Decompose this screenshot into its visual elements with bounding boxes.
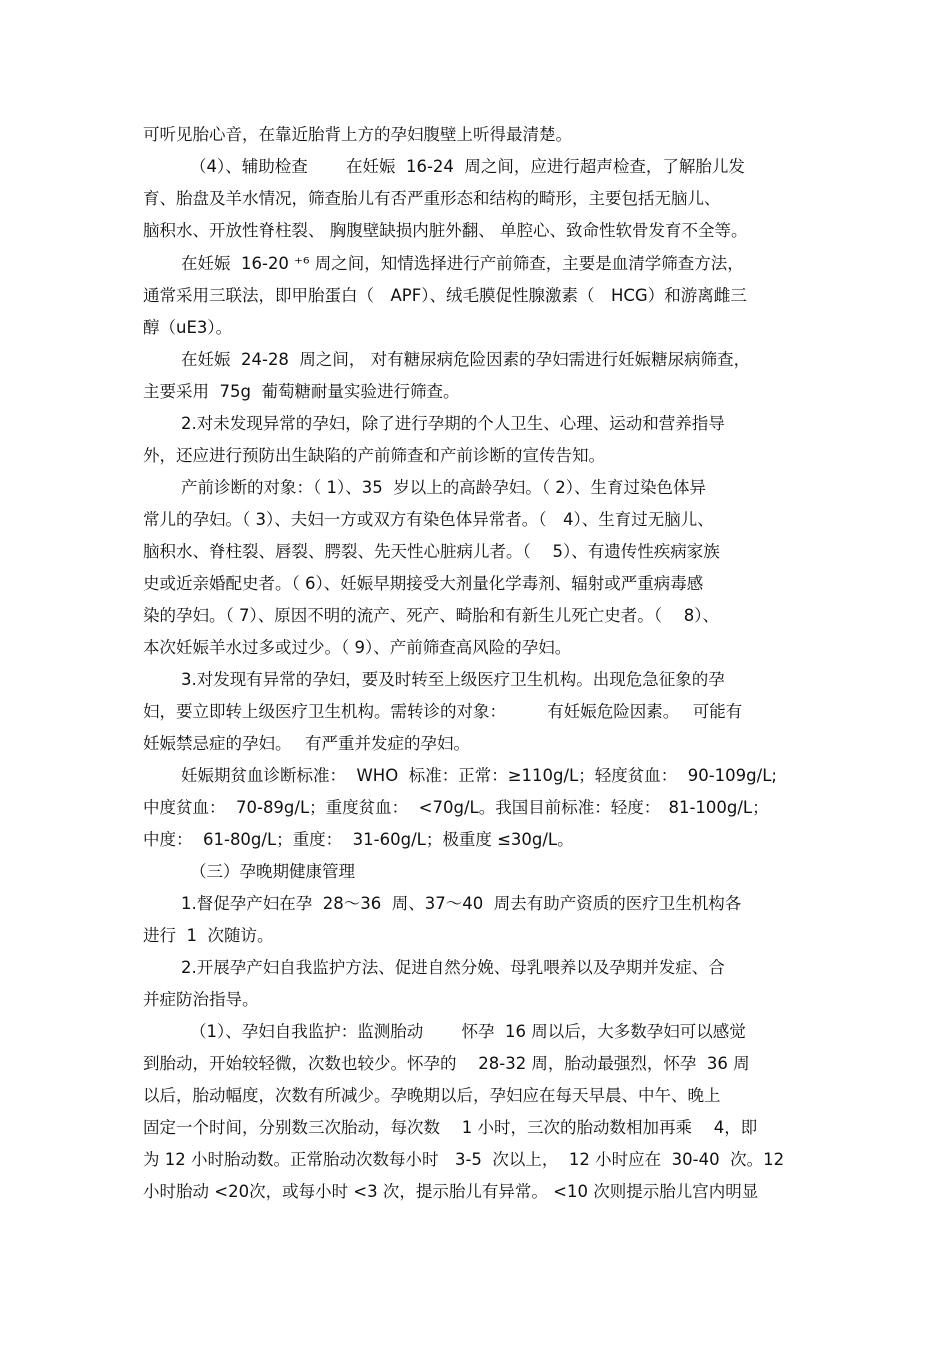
text-line: 常儿的孕妇。（ 3）、夫妇一方或双方有染色体异常者。（ 4）、生育过无脑儿、 <box>143 510 714 529</box>
text-line: 通常采用三联法，即甲胎蛋白（ APF）、绒毛膜促性腺激素（ HCG）和游离雌三 <box>143 286 747 305</box>
text-line: 本次妊娠羊水过多或过少。（ 9）、产前筛查高风险的孕妇。 <box>143 638 572 657</box>
text-line: 2.开展孕产妇自我监护方法、促进自然分娩、母乳喂养以及孕期并发症、合 <box>181 958 725 977</box>
text-line: 固定一个时间，分别数三次胎动，每次数 1 小时，三次的胎动数相加再乘 4，即 <box>143 1118 758 1137</box>
text-line: （4）、辅助检查 在妊娠 16-24 周之间，应进行超声检查，了解胎儿发 <box>190 157 745 176</box>
text-line: 产前诊断的对象：（ 1）、35 岁以上的高龄孕妇。（ 2）、生育过染色体异 <box>181 478 706 497</box>
section-heading: （三）孕晚期健康管理 <box>190 862 355 881</box>
text-line: 醇（uE3）。 <box>143 318 233 337</box>
text-line: 进行 1 次随访。 <box>143 926 274 945</box>
text-line: 并症防治指导。 <box>143 990 259 1009</box>
text-line: 主要采用 75g 葡萄糖耐量实验进行筛查。 <box>143 382 460 401</box>
text-line: 妊娠禁忌症的孕妇。 有严重并发症的孕妇。 <box>143 734 470 753</box>
text-line: 在妊娠 16-20 ⁺⁶ 周之间，知情选择进行产前筛查，主要是血清学筛查方法， <box>181 254 744 273</box>
text-line: 小时胎动 <20次，或每小时 <3 次，提示胎儿有异常。 <10 次则提示胎儿宫内明显 <box>143 1182 759 1201</box>
text-line: 中度： 61-80g/L；重度： 31-60g/L；极重度 ≤30g/L。 <box>143 830 574 849</box>
text-line: 中度贫血： 70-89g/L；重度贫血： <70g/L。我国目前标准：轻度： 81-100g/L； <box>143 798 769 817</box>
text-line: 到胎动，开始较轻微，次数也较少。怀孕的 28-32 周，胎动最强烈，怀孕 36 周 <box>143 1054 750 1073</box>
text-line: 在妊娠 24-28 周之间， 对有糖尿病危险因素的孕妇需进行妊娠糖尿病筛查， <box>181 350 751 369</box>
text-line: 1.督促孕产妇在孕 28～36 周、37～40 周去有助产资质的医疗卫生机构各 <box>181 894 742 913</box>
text-line: 以后，胎动幅度，次数有所减少。孕晚期以后，孕妇应在每天早晨、中午、晚上 <box>143 1086 721 1105</box>
text-line: 3.对发现有异常的孕妇，要及时转至上级医疗卫生机构。出现危急征象的孕 <box>181 670 725 689</box>
text-line: 育、胎盘及羊水情况，筛查胎儿有否严重形态和结构的畸形，主要包括无脑儿、 <box>143 189 721 208</box>
text-line: 脑积水、开放性脊柱裂、 胸腹壁缺损内脏外翻、 单腔心、致命性软骨发育不全等。 <box>143 221 748 240</box>
text-line: （1）、孕妇自我监护：监测胎动 怀孕 16 周以后，大多数孕妇可以感觉 <box>190 1022 746 1041</box>
text-line: 为 12 小时胎动数。正常胎动次数每小时 3-5 次以上， 12 小时应在 30-40 次。12 <box>143 1150 785 1169</box>
text-line: 染的孕妇。（ 7）、原因不明的流产、死产、畸胎和有新生儿死亡史者。（ 8）、 <box>143 606 719 625</box>
text-line: 妊娠期贫血诊断标准： WHO 标准：正常：≥110g/L；轻度贫血： 90-109g/L; <box>181 766 777 785</box>
text-line: 外，还应进行预防出生缺陷的产前筛查和产前诊断的宣传告知。 <box>143 446 605 465</box>
text-line: 妇，要立即转上级医疗卫生机构。需转诊的对象： 有妊娠危险因素。 可能有 <box>143 702 743 721</box>
text-line: 2.对未发现异常的孕妇，除了进行孕期的个人卫生、心理、运动和营养指导 <box>181 414 725 433</box>
text-line: 可听见胎心音，在靠近胎背上方的孕妇腹壁上听得最清楚。 <box>143 125 572 144</box>
text-line: 史或近亲婚配史者。（ 6）、妊娠早期接受大剂量化学毒剂、辐射或严重病毒感 <box>143 574 704 593</box>
text-line: 脑积水、脊柱裂、唇裂、腭裂、先天性心脏病儿者。（ 5）、有遗传性疾病家族 <box>143 542 720 561</box>
